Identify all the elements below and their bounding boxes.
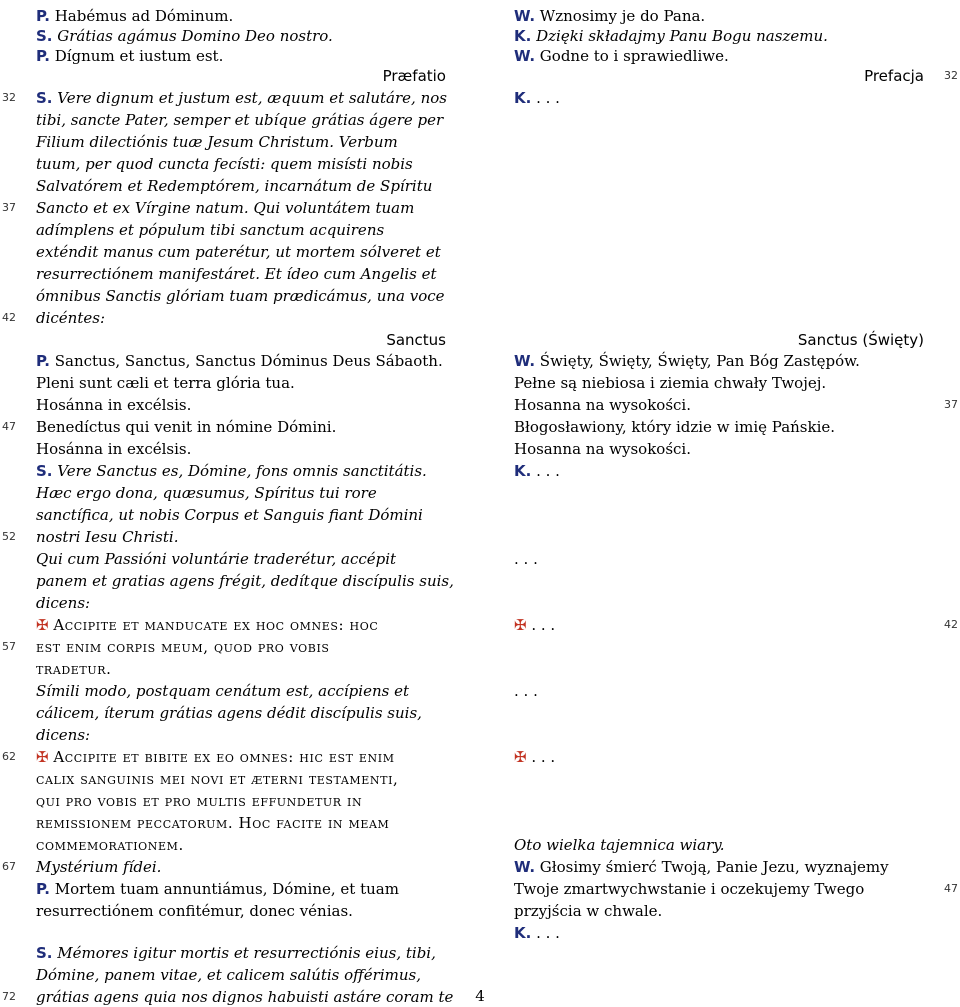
text-line [36, 417, 336, 437]
text-line [36, 110, 443, 130]
text-segment: Hæc ergo dona, quæsumus, Spíritus tui rore [36, 484, 377, 502]
text-segment: Filium dilectiónis tuæ Jesum Christum. Verbum [36, 133, 398, 151]
text-line [36, 461, 427, 481]
text-line [36, 198, 414, 218]
text-segment: Głosimy śmierć Twoją, Panie Jezu, wyznajemy [535, 858, 889, 876]
text-line [36, 549, 396, 569]
text-segment: remissionem peccatorum. Hoc facite in meam [36, 814, 390, 832]
text-segment: Hosanna na wysokości. [514, 396, 691, 414]
text-line [36, 791, 362, 811]
text-segment: dicens: [36, 726, 91, 744]
text-line [36, 857, 161, 877]
text-line [36, 483, 377, 503]
text-line [36, 505, 423, 525]
section-heading [386, 330, 446, 350]
text-segment: Oto wielka tajemnica wiary. [514, 836, 725, 854]
text-line [514, 681, 538, 701]
text-line [514, 373, 826, 393]
text-line [514, 351, 860, 371]
text-line [514, 88, 560, 108]
text-line [514, 6, 705, 26]
cross-icon: ✠ [514, 748, 532, 766]
text-line [514, 879, 864, 899]
text-segment: Mémores igitur mortis et resurrectiónis eius, tibi, [52, 944, 436, 962]
text-segment: Sanctus, Sanctus, Sanctus Dóminus Deus Sábaoth. [49, 352, 443, 370]
text-line [514, 395, 691, 415]
text-segment: ómnibus Sanctis glóriam tuam prædicámus, una voce [36, 287, 445, 305]
line-number: 52 [2, 530, 16, 543]
text-line [36, 439, 191, 459]
text-segment: Sanctus [386, 331, 446, 349]
text-segment: Pleni sunt cæli et terra glória tua. [36, 374, 295, 392]
text-line [36, 527, 178, 547]
text-segment: grátias agens quia nos dignos habuisti astáre coram te [36, 988, 454, 1006]
line-number: 57 [2, 640, 16, 653]
versicle-marker: P. [36, 7, 50, 25]
text-line [36, 26, 333, 46]
text-segment: przyjścia w chwale. [514, 902, 663, 920]
text-line [36, 132, 398, 152]
text-segment: tibi, sancte Pater, semper et ubíque grátias ágere per [36, 111, 444, 129]
line-number: 37 [2, 201, 16, 214]
text-line [514, 615, 555, 635]
text-segment: Mortem tuam annuntiámus, Dómine, et tuam [49, 880, 399, 898]
versicle-marker: K. [514, 924, 532, 942]
text-segment: Símili modo, postquam cenátum est, accípiens et [36, 682, 409, 700]
text-segment: panem et gratias agens frégit, dedítque discípulis suis, [36, 572, 454, 590]
line-number: 32 [2, 91, 16, 104]
versicle-marker: K. [514, 27, 532, 45]
text-segment: Dzięki składajmy Panu Bogu naszemu. [531, 27, 828, 45]
text-segment: resurrectiónem manifestáret. Et ídeo cum Angelis et [36, 265, 437, 283]
text-segment: est enim corpis meum, quod pro vobis [36, 638, 330, 656]
text-line [36, 835, 184, 855]
text-segment: calix sanguinis mei novi et æterni testamenti, [36, 770, 399, 788]
text-line [36, 6, 233, 26]
text-line [514, 901, 662, 921]
text-segment: Accipite et bibite ex eo omnes: hic est enim [53, 748, 395, 766]
text-segment: tuum, per quod cuncta fecísti: quem misísti nobis [36, 155, 413, 173]
text-line [36, 395, 191, 415]
text-line [36, 615, 378, 635]
text-line [36, 879, 399, 899]
text-segment: adímplens et pópulum tibi sanctum acquirens [36, 221, 385, 239]
page-number: 4 [475, 987, 485, 1005]
versicle-marker: S. [36, 89, 53, 107]
text-segment: . . . [531, 462, 560, 480]
text-line [36, 242, 441, 262]
text-line [36, 659, 111, 679]
text-line [36, 220, 384, 240]
text-segment: Qui cum Passióni voluntárie traderétur, accépit [36, 550, 397, 568]
versicle-marker: S. [36, 944, 53, 962]
text-segment: Święty, Święty, Święty, Pan Bóg Zastępów. [535, 352, 860, 370]
text-segment: dicéntes: [36, 309, 105, 327]
line-number: 62 [2, 750, 16, 763]
text-segment: Hosánna in excélsis. [36, 440, 192, 458]
text-line [36, 593, 90, 613]
line-number: 67 [2, 860, 16, 873]
text-segment: tradetur. [36, 660, 112, 678]
text-segment: Salvatórem et Redemptórem, incarnátum de Spíritu [36, 177, 433, 195]
versicle-marker: S. [36, 27, 53, 45]
section-heading [798, 330, 924, 350]
cross-icon: ✠ [36, 748, 54, 766]
versicle-marker: K. [514, 462, 532, 480]
line-number: 42 [944, 618, 958, 631]
versicle-marker: P. [36, 352, 50, 370]
text-line [36, 943, 436, 963]
text-segment: Prefacja [864, 67, 924, 85]
text-line [36, 901, 353, 921]
text-line [514, 835, 725, 855]
text-segment: . . . [531, 748, 556, 766]
versicle-marker: S. [36, 462, 53, 480]
text-line [36, 747, 395, 767]
versicle-marker: W. [514, 858, 536, 876]
text-segment: exténdit manus cum paterétur, ut mortem sólveret et [36, 243, 441, 261]
text-line [36, 571, 454, 591]
text-line [514, 461, 560, 481]
text-segment: nostri Iesu Christi. [36, 528, 179, 546]
text-line [36, 637, 330, 657]
versicle-marker: W. [514, 7, 536, 25]
text-segment: Twoje zmartwychwstanie i oczekujemy Twego [514, 880, 865, 898]
text-line [36, 154, 413, 174]
text-line [36, 264, 437, 284]
text-line [36, 965, 421, 985]
text-segment: Hosanna na wysokości. [514, 440, 691, 458]
text-line [36, 769, 398, 789]
text-line [514, 857, 889, 877]
text-segment: Hosánna in excélsis. [36, 396, 192, 414]
versicle-marker: K. [514, 89, 532, 107]
line-number: 37 [944, 398, 958, 411]
text-segment: Dígnum et iustum est. [49, 47, 224, 65]
text-line [514, 747, 555, 767]
line-number: 42 [2, 311, 16, 324]
text-line [36, 88, 447, 108]
cross-icon: ✠ [514, 616, 532, 634]
text-line [36, 286, 445, 306]
text-line [36, 373, 295, 393]
text-line [36, 308, 105, 328]
line-number: 47 [944, 882, 958, 895]
text-line [36, 176, 432, 196]
text-segment: resurrectiónem confitémur, donec vénias. [36, 902, 353, 920]
text-line [36, 46, 223, 66]
text-line [514, 46, 729, 66]
text-segment: Sanctus (Święty) [797, 331, 924, 349]
line-number: 72 [2, 990, 16, 1003]
text-segment: Grátias agámus Domino Deo nostro. [52, 27, 333, 45]
text-line [514, 439, 691, 459]
text-segment: Benedíctus qui venit in nómine Dómini. [36, 418, 337, 436]
line-number: 32 [944, 69, 958, 82]
text-line [36, 351, 443, 371]
text-segment: . . . [531, 89, 560, 107]
text-line [36, 725, 90, 745]
text-segment: Wznosimy je do Pana. [535, 7, 706, 25]
cross-icon: ✠ [36, 616, 54, 634]
text-segment: Godne to i sprawiedliwe. [535, 47, 729, 65]
section-heading [864, 66, 924, 86]
text-segment: commemorationem. [36, 836, 184, 854]
text-segment: Sancto et ex Vírgine natum. Qui voluntátem tuam [36, 199, 415, 217]
text-segment: dicens: [36, 594, 91, 612]
versicle-marker: P. [36, 47, 50, 65]
text-segment: . . . [531, 616, 556, 634]
text-segment: Habémus ad Dóminum. [49, 7, 234, 25]
text-line [514, 26, 828, 46]
text-segment: Vere Sanctus es, Dómine, fons omnis sanctitátis. [52, 462, 427, 480]
versicle-marker: P. [36, 880, 50, 898]
versicle-marker: W. [514, 352, 536, 370]
versicle-marker: W. [514, 47, 536, 65]
text-line [36, 681, 409, 701]
text-segment: sanctífica, ut nobis Corpus et Sanguis fiant Dómini [36, 506, 423, 524]
text-segment: . . . [514, 550, 538, 568]
text-segment: Vere dignum et justum est, æquum et salutáre, nos [52, 89, 447, 107]
text-segment: Pełne są niebiosa i ziemia chwały Twojej. [514, 374, 827, 392]
text-line [36, 813, 389, 833]
text-line [514, 417, 835, 437]
text-segment: . . . [514, 682, 538, 700]
text-line [514, 923, 560, 943]
section-heading [383, 66, 446, 86]
text-segment: . . . [531, 924, 560, 942]
line-number: 47 [2, 420, 16, 433]
text-segment: Dómine, panem vitae, et calicem salútis offérimus, [36, 966, 422, 984]
text-segment: Præfatio [382, 67, 446, 85]
text-line [36, 703, 422, 723]
text-segment: qui pro vobis et pro multis effundetur in [36, 792, 363, 810]
text-segment: Accipite et manducate ex hoc omnes: hoc [53, 616, 379, 634]
text-segment: Mystérium fídei. [36, 858, 162, 876]
text-line [514, 549, 538, 569]
text-segment: Błogosławiony, który idzie w imię Pańskie. [514, 418, 836, 436]
text-segment: cálicem, íterum grátias agens dédit discípulis suis, [36, 704, 422, 722]
